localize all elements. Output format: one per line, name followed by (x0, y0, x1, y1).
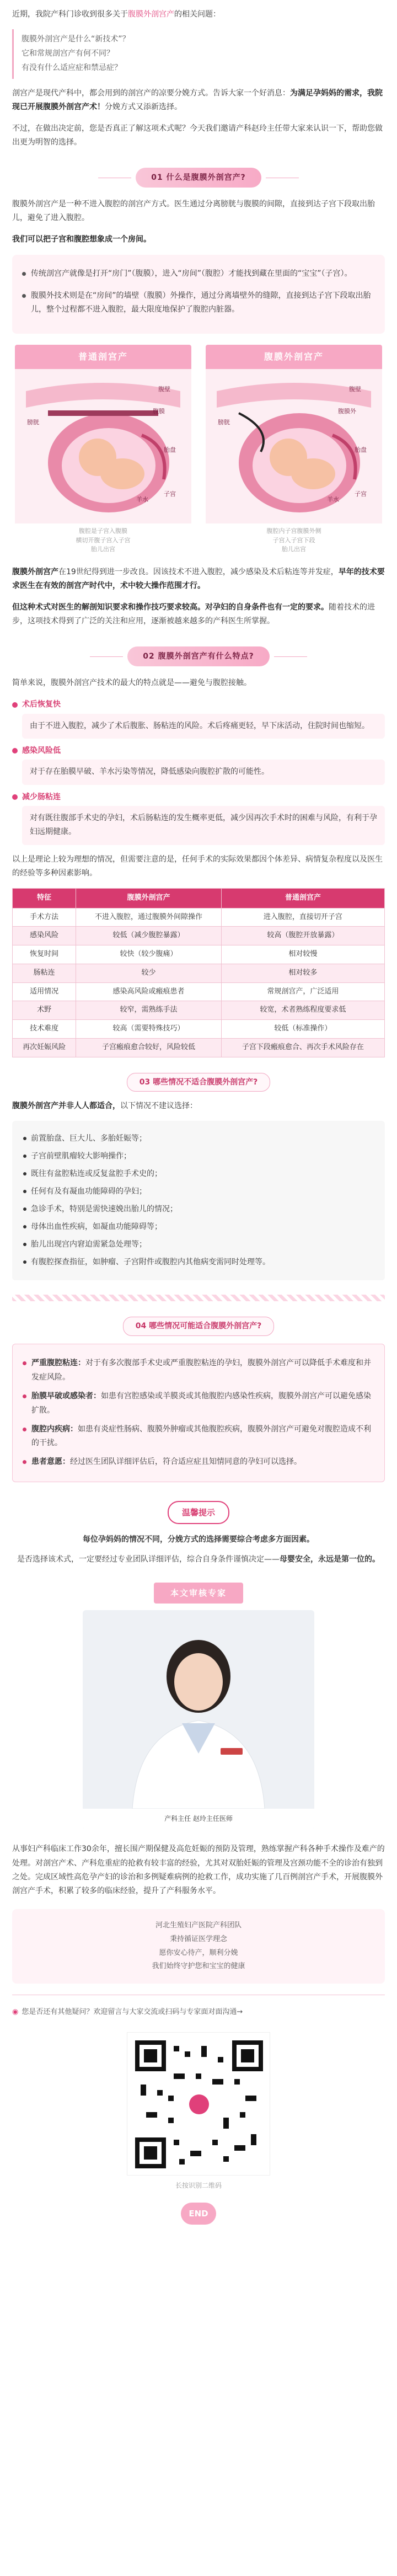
team-line: 我们始终守护您和宝宝的健康 (152, 1962, 245, 1971)
list-item: 既往有盆腔粘连或反复盆腔手术史的； (22, 1167, 375, 1182)
label-bladder: 膀胱 (27, 419, 39, 426)
section-4-title: 04 哪些情况可能适合腹膜外剖宫产? (123, 1317, 274, 1336)
section-2-note: 以上是理论上较为理想的情况，但需要注意的是，任何手术的实际效果都因个体差异、病情复杂程度以及医生的经验等多种因素影响。 (12, 854, 383, 878)
tips-header (0, 1501, 397, 1524)
table-row (13, 945, 385, 964)
table-row (13, 927, 385, 945)
table-cell: 常规剖宫产，广泛适用 (221, 982, 384, 1001)
dot-icon (12, 794, 18, 800)
section-3-intro: 腹膜外剖宫产并非人人都适合，以下情况不建议选择： (12, 1102, 197, 1111)
table-header: 特征 (13, 888, 76, 908)
ask-line: ◉ 您是否还有其他疑问？欢迎留言与大家交流或扫码与专家面对面沟通→ (0, 2006, 397, 2019)
expert-header (0, 1583, 397, 1604)
section-3-header (0, 1073, 397, 1092)
table-cell: 较少 (76, 964, 221, 982)
intro-questions (12, 29, 385, 79)
intro-paragraph-2: 不过，在做出决定前，您是否真正了解这项术式呢？今天我们邀请产科赵玲主任带大家来认识一下，帮助您做出更为明智的选择。 (12, 124, 383, 147)
team-card (12, 1909, 385, 1984)
qr-code-block[interactable] (0, 2032, 397, 2176)
table-row (13, 964, 385, 982)
expert-title: 本文审核专家 (154, 1583, 243, 1604)
table-cell: 进入腹腔，直接切开子宫 (221, 908, 384, 927)
analogy-item: 腹膜外技术则是在“房间”的墙壁（腹膜）外操作，通过分离墙壁外的缝隙，直接到达子宫下段取出胎儿，整个过程都不进入腹腔，最大限度地保护了腹腔内脏器。 (22, 289, 375, 318)
table-row (13, 982, 385, 1001)
label-bladder: 膀胱 (218, 419, 230, 426)
question-item: 有没有什么适应症和禁忌症？ (22, 63, 122, 72)
table-cell: 较低（减少腹腔暴露） (76, 927, 221, 945)
table-header: 普通剖宫产 (221, 888, 384, 908)
table-cell: 子宫瘢痕愈合较好，风险较低 (76, 1038, 221, 1057)
dot-icon (12, 702, 18, 708)
chat-icon: ◉ (12, 2007, 19, 2016)
doctor-portrait (83, 1610, 314, 1809)
table-cell: 相对较慢 (221, 945, 384, 964)
table-cell: 较高（需要特殊技巧） (76, 1020, 221, 1039)
analogy-card (12, 255, 385, 334)
doctor-caption: 产科主任 赵玲主任医师 (83, 1809, 314, 1829)
advantage-item: 术后恢复快 由于不进入腹腔，减少了术后腹胀、肠粘连的风险。术后疼痛更轻，早下床活动，住院时间也缩短。 (12, 698, 385, 739)
list-item: 任何有及有凝血功能障碍的孕妇； (22, 1185, 375, 1199)
section-2-title: 02 腹膜外剖宫产有什么特点? (127, 646, 269, 667)
technique-paragraph: 但这种术式对医生的解剖知识要求和操作技巧要求较高。对孕妇的自身条件也有一定的要求。随着技术的进步，这项技术得到了广泛的关注和应用，逐渐被越来越多的产科医生所掌握。 (12, 603, 375, 626)
section-4-header (0, 1317, 397, 1336)
section-2-intro: 简单来说，腹膜外剖宫产技术的最大的特点就是——避免与腹腔接触。 (12, 678, 251, 688)
list-item: 严重腹腔粘连：对于有多次腹部手术史或严重腹腔粘连的孕妇，腹膜外剖宫产可以降低手术难度和并发症风险。 (23, 1356, 374, 1385)
illustration-extraperitoneal-title: 腹膜外剖宫产 (206, 345, 382, 369)
section-1-title: 01 什么是腹膜外剖宫产? (136, 168, 261, 188)
list-item: 腹腔内疾病：如患有炎症性肠病、腹膜外肿瘤或其他腹腔疾病，腹膜外剖宫产可避免对腹腔造成不利的干扰。 (23, 1423, 374, 1451)
comparison-illustrations (12, 345, 385, 554)
table-cell: 不进入腹腔，通过腹膜外间隙操作 (76, 908, 221, 927)
section-1-paragraph: 腹膜外剖宫产是一种不进入腹腔的剖宫产方式。医生通过分离膀胱与腹膜的间隙，直接到达子宫下段取出胎儿，避免了进入腹腔。 (12, 200, 375, 223)
label-placenta: 胎盘 (355, 446, 367, 454)
illustration-extraperitoneal (206, 345, 382, 554)
team-line: 秉持循证医学理念 (169, 1934, 227, 1943)
table-cell: 子宫下段瘢痕愈合、再次手术风险存在 (221, 1038, 384, 1057)
decorative-divider (12, 1295, 385, 1301)
tips-paragraph-1: 每位孕妈妈的情况不同，分娩方式的选择需要综合考虑多方面因素。 (83, 1535, 314, 1544)
advantage-item: 感染风险低 对于存在胎膜早破、羊水污染等情况，降低感染向腹腔扩散的可能性。 (12, 744, 385, 785)
table-cell: 肠粘连 (13, 964, 76, 982)
list-item: 患者意愿：经过医生团队详细评估后，符合适应症且知情同意的孕妇可以选择。 (23, 1455, 374, 1469)
qr-caption: 长按识别二维码 (175, 2181, 222, 2189)
table-row (13, 1020, 385, 1039)
table-cell: 感染高风险或瘢痕患者 (76, 982, 221, 1001)
illustration-standard-caption: 腹腔是子宫入腹膜 横切开腹子宫入子宫 胎儿出宫 (76, 527, 131, 553)
table-cell: 较窄，需熟练手法 (76, 1001, 221, 1020)
label-peritoneum: 腹膜 (153, 408, 165, 415)
table-cell: 恢复时间 (13, 945, 76, 964)
label-amniotic: 羊水 (327, 496, 339, 504)
uterus-diagram-extraperitoneal (206, 369, 382, 523)
list-item: 母体出血性疾病，如凝血功能障碍等； (22, 1220, 375, 1234)
label-wall: 腹壁 (158, 386, 170, 393)
table-cell: 技术难度 (13, 1020, 76, 1039)
table-row (13, 1038, 385, 1057)
list-item: 子宫前壁肌瘤较大影响操作； (22, 1150, 375, 1164)
list-item: 胎膜早破或感染者：如患有宫腔感染或羊膜炎或其他腹腔内感染性疾病，腹膜外剖宫产可以避免感染扩散。 (23, 1389, 374, 1418)
table-row (13, 908, 385, 927)
illustration-extraperitoneal-caption: 腹腔内子宫腹膜外侧 子宫入子宫下段 胎儿出宫 (266, 527, 321, 553)
label-wall: 腹壁 (349, 386, 361, 393)
list-item: 有腹腔探查指征，如肿瘤、子宫附件或腹腔内其他病变需同时处理等。 (22, 1255, 375, 1270)
dot-icon (12, 748, 18, 753)
advantage-item: 减少肠粘连 对有既往腹部手术史的孕妇，术后肠粘连的发生概率更低，减少因再次手术时的困难与风险，有利于孕妇远期健康。 (12, 790, 385, 845)
intro-paragraph-1: 剖宫产是现代产科中，都会用到的剖宫产的凉要分娩方式。告诉大家一个好消息：为满足孕妈妈的需求，我院现已开展腹膜外剖宫产术！分娩方式又添新选择。 (12, 88, 383, 112)
team-line: 愿你安心待产，顺利分娩 (159, 1948, 238, 1957)
section-1-header (0, 168, 397, 188)
label-amniotic: 羊水 (136, 496, 148, 504)
question-item: 它和常规剖宫产有何不同？ (22, 49, 114, 58)
uterus-diagram-standard (15, 369, 191, 523)
end-badge: END (0, 2203, 397, 2225)
indication-list (12, 1344, 385, 1482)
table-cell: 相对较多 (221, 964, 384, 982)
table-cell: 适用情况 (13, 982, 76, 1001)
illustration-standard (15, 345, 191, 554)
label-extraperitoneal: 腹膜外 (338, 408, 356, 415)
table-cell: 手术方法 (13, 908, 76, 927)
section-2-header (0, 646, 397, 667)
table-cell: 较宽，术者熟练程度要求低 (221, 1001, 384, 1020)
list-item: 前置胎盘、巨大儿、多胎妊娠等； (22, 1132, 375, 1146)
table-cell: 再次妊娠风险 (13, 1038, 76, 1057)
label-uterus: 子宫 (355, 490, 367, 498)
table-cell: 较快（较少腹痛） (76, 945, 221, 964)
section-3-title: 03 哪些情况不适合腹膜外剖宫产? (127, 1073, 270, 1092)
list-item: 胎儿出现宫内窘迫需紧急处理等； (22, 1238, 375, 1252)
section-1-analogy: 我们可以把子宫和腹腔想象成一个房间。 (12, 235, 151, 244)
qr-code[interactable] (127, 2032, 270, 2176)
illustration-standard-title: 普通剖宫产 (15, 345, 191, 369)
doctor-bio: 从事妇产科临床工作30余年，擅长围产期保健及高危妊娠的预防及管理，熟练掌握产科各种手术操作及难产的处理。对剖宫产术、产科危重症的抢救有较丰富的经验，尤其对双胎妊娠的管理及宫颈功能不全的诊治有独到之处。完成区域性高危孕产妇的诊治和多例疑难病例的抢救工作，成功实施了几百例剖宫产手术，开展腹膜外剖宫产手术，积累了较多的临床经验，提升了产科服务水平。 (12, 1845, 385, 1896)
label-uterus: 子宫 (164, 490, 176, 498)
table-cell: 感染风险 (13, 927, 76, 945)
table-header: 腹膜外剖宫产 (76, 888, 221, 908)
label-placenta: 胎盘 (164, 446, 176, 454)
tips-paragraph-2: 是否选择该术式，一定要经过专业团队详细评估，综合自身条件谨慎决定——母婴安全，永远是第一位的。 (17, 1555, 380, 1564)
comparison-table (12, 888, 385, 1057)
team-line: 河北生殖妇产医院产科团队 (155, 1921, 242, 1930)
list-item: 急诊手术，特别是需快速娩出胎儿的情况； (22, 1203, 375, 1217)
table-cell: 较低（标准操作） (221, 1020, 384, 1039)
analogy-item: 传统剖宫产就像是打开“房门”（腹膜），进入“房间”（腹腔）才能找到藏在里面的“宝宝”（子宫）。 (22, 267, 375, 281)
qr-code-image (135, 2040, 263, 2168)
history-paragraph: 腹膜外剖宫产在19世纪得到进一步改良。因该技术不进入腹腔，减少感染及术后粘连等并发症，早年的技术要求医生在有效的剖宫产时代中，术中较大操作范围才行。 (12, 567, 385, 591)
doctor-photo (83, 1610, 314, 1829)
table-cell: 术野 (13, 1001, 76, 1020)
tips-title: 温馨提示 (168, 1501, 229, 1524)
table-header-row (13, 888, 385, 908)
table-row (13, 1001, 385, 1020)
table-cell: 较高（腹腔开放暴露） (221, 927, 384, 945)
question-item: 腹膜外剖宫产是什么“新技术”？ (22, 35, 130, 44)
intro-lead: 近期，我院产科门诊收到很多关于腹膜外剖宫产的相关问题： (12, 10, 221, 19)
contraindication-list (12, 1121, 385, 1280)
